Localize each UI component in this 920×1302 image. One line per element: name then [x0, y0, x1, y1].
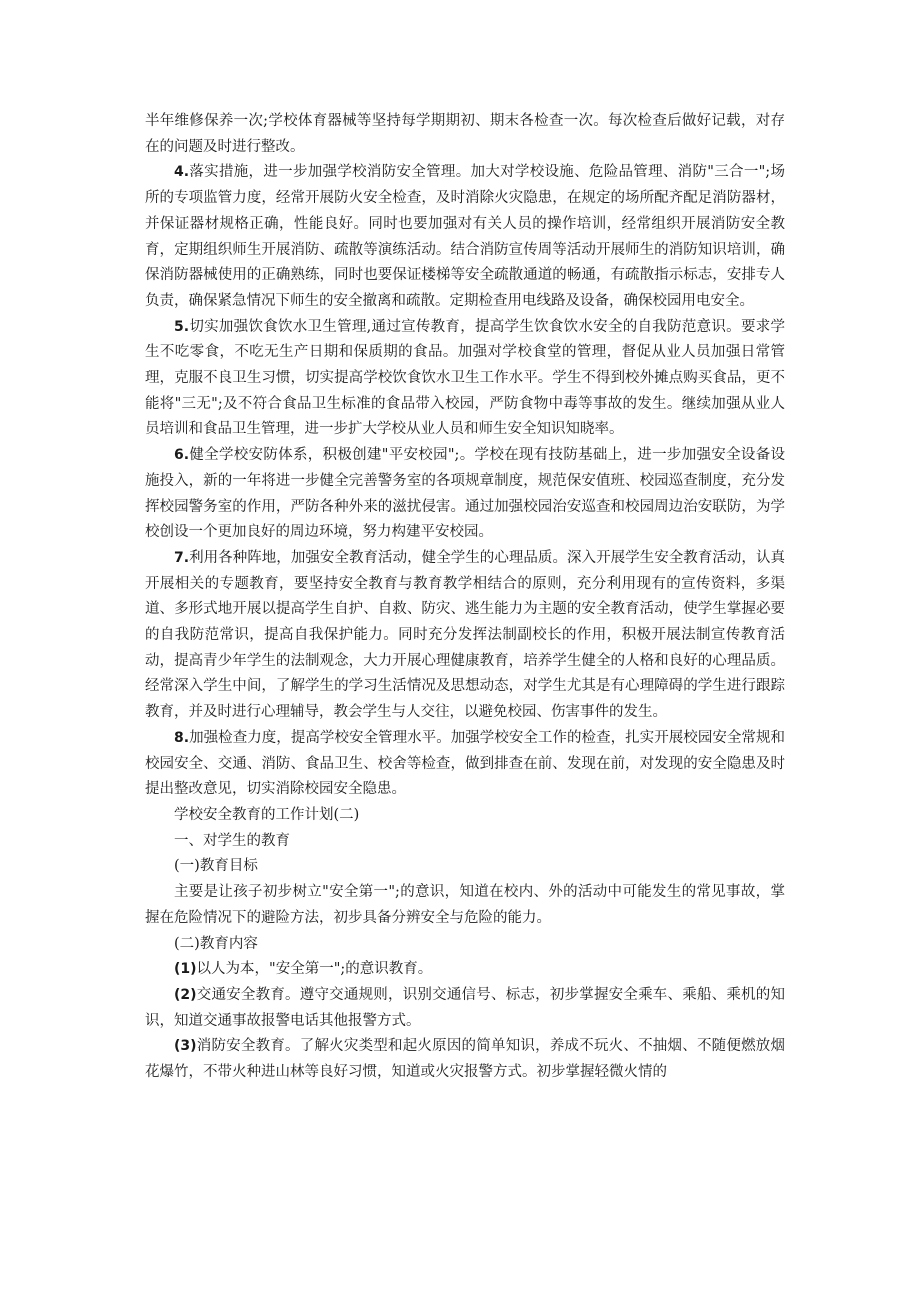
document-body — [145, 109, 785, 1086]
paragraph-text: 主要是让孩子初步树立"安全第一";的意识，知道在校内、外的活动中可能发生的常见事故，掌握在危险情况下的避险方法，初步具备分辨安全与危险的能力。 — [145, 884, 785, 926]
paragraph-number: 7. — [174, 549, 190, 566]
paragraph-text: 消防安全教育。了解火灾类型和起火原因的简单知识，养成不玩火、不抽烟、不随便燃放烟花爆竹，不带火种进山林等良好习惯，知道或火灾报警方式。初步掌握轻微火情的 — [145, 1038, 785, 1081]
paragraph-11 — [145, 957, 785, 983]
paragraph-number: (1) — [174, 961, 197, 978]
paragraph-number: 5. — [174, 318, 190, 335]
paragraph-4 — [145, 546, 785, 726]
paragraph-text: 交通安全教育。遵守交通规则，识别交通信号、标志，初步掌握安全乘车、乘船、乘机的知识，知道交通事故报警电话其他报警方式。 — [145, 986, 785, 1029]
paragraph-0 — [145, 109, 785, 160]
paragraph-1 — [145, 160, 785, 314]
paragraph-text: 切实加强饮食饮水卫生管理,通过宣传教育，提高学生饮食饮水安全的自我防范意识。要求学生不吃零食，不吃无生产日期和保质期的食品。加强对学校食堂的管理，督促从业人员加强日常管理，克服不良卫生习惯，切实提高学校饮食饮水卫生工作水平。学生不得到校外摊点购买食品，更不能将"三无";及不符合食品卫生标准的食品带入校园，严防食物中毒等事故的发生。继续加强从业人员培训和食品卫生管理，进一步扩大学校从业人员和师生安全知识知晓率。 — [145, 318, 785, 438]
subheading-2 — [145, 932, 785, 958]
paragraph-text: 一、对学生的教育 — [174, 832, 290, 849]
paragraph-text: 学校安全教育的工作计划(二) — [174, 806, 360, 823]
paragraph-text: (二)教育内容 — [174, 935, 258, 952]
paragraph-9 — [145, 880, 785, 931]
paragraph-number: 6. — [174, 447, 190, 464]
paragraph-text: 健全学校安防体系，积极创建"平安校园";。学校在现有技防基础上，进一步加强安全设备设施投入，新的一年将进一步健全完善警务室的各项规章制度，规范保安值班、校园巡查制度，充分发挥校园警务室的作用，严防各种外来的滋扰侵害。通过加强校园治安巡查和校园周边治安联防，为学校创设一个更加良好的周边环境，努力构建平安校园。 — [145, 447, 785, 541]
paragraph-3 — [145, 443, 785, 546]
subheading-1 — [145, 854, 785, 880]
paragraph-2 — [145, 315, 785, 444]
paragraph-text: 利用各种阵地，加强安全教育活动，健全学生的心理品质。深入开展学生安全教育活动，认真开展相关的专题教育，要坚持安全教育与教育教学相结合的原则，充分利用现有的宣传资料，多渠道、多形式地开展以提高学生自护、自救、防灾、逃生能力为主题的安全教育活动，使学生掌握必要的自我防范常识，提高自我保护能力。同时充分发挥法制副校长的作用，积极开展法制宣传教育活动，提高青少年学生的法制观念，大力开展心理健康教育，培养学生健全的人格和良好的心理品质。经常深入学生中间，了解学生的学习生活情况及思想动态，对学生尤其是有心理障碍的学生进行跟踪教育，并及时进行心理辅导，教会学生与人交往，以避免校园、伤害事件的发生。 — [145, 549, 785, 721]
paragraph-text: 以人为本，"安全第一";的意识教育。 — [196, 961, 433, 978]
heading-1 — [145, 829, 785, 855]
paragraph-5 — [145, 726, 785, 803]
paragraph-number: (2) — [174, 986, 197, 1003]
paragraph-number: (3) — [174, 1038, 197, 1055]
paragraph-text: 加强检查力度，提高学校安全管理水平。加强学校安全工作的检查，扎实开展校园安全常规和校园安全、交通、消防、食品卫生、校舍等检查，做到排查在前、发现在前，对发现的安全隐患及时提出整改意见，切实消除校园安全隐患。 — [145, 729, 785, 798]
paragraph-number: 4. — [174, 164, 190, 181]
paragraph-12 — [145, 983, 785, 1034]
paragraph-text: 落实措施，进一步加强学校消防安全管理。加大对学校设施、危险品管理、消防"三合一";场所的专项监管力度，经常开展防火安全检查，及时消除火灾隐患，在规定的场所配齐配足消防器材，并保证器材规格正确，性能良好。同时也要加强对有关人员的操作培训，经常组织开展消防安全教育，定期组织师生开展消防、疏散等演练活动。结合消防宣传周等活动开展师生的消防知识培训，确保消防器械使用的正确熟练，同时也要保证楼梯等安全疏散通道的畅通，有疏散指示标志，安排专人负责，确保紧急情况下师生的安全撤离和疏散。定期检查用电线路及设备，确保校园用电安全。 — [145, 164, 785, 309]
paragraph-number: 8. — [174, 729, 190, 746]
paragraph-text: 半年维修保养一次;学校体育器械等坚持每学期期初、期末各检查一次。每次检查后做好记载，对存在的问题及时进行整改。 — [145, 113, 785, 155]
paragraph-13 — [145, 1034, 785, 1085]
section-title — [145, 803, 785, 829]
paragraph-text: (一)教育目标 — [174, 858, 258, 875]
